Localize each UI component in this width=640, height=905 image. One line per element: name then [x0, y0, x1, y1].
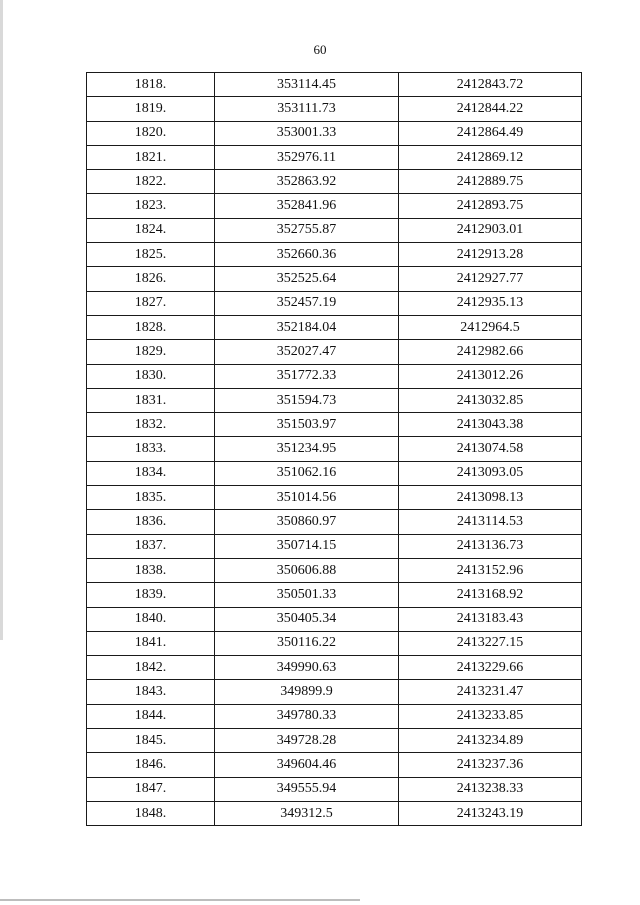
y-coordinate-cell: 2412964.5	[399, 315, 582, 339]
x-coordinate-cell: 349312.5	[215, 801, 399, 825]
point-number-cell: 1842.	[87, 656, 215, 680]
table-row	[87, 753, 582, 777]
point-number-cell: 1845.	[87, 729, 215, 753]
y-coordinate-cell: 2412913.28	[399, 243, 582, 267]
point-number-cell: 1826.	[87, 267, 215, 291]
x-coordinate-cell: 349555.94	[215, 777, 399, 801]
x-coordinate-cell: 352863.92	[215, 170, 399, 194]
point-number-cell: 1825.	[87, 243, 215, 267]
x-coordinate-cell: 351062.16	[215, 461, 399, 485]
x-coordinate-cell: 349780.33	[215, 704, 399, 728]
x-coordinate-cell: 353111.73	[215, 97, 399, 121]
point-number-cell: 1835.	[87, 486, 215, 510]
table-row	[87, 315, 582, 339]
footer-rule	[0, 899, 360, 901]
table-row	[87, 97, 582, 121]
y-coordinate-cell: 2413183.43	[399, 607, 582, 631]
point-number-cell: 1846.	[87, 753, 215, 777]
point-number-cell: 1844.	[87, 704, 215, 728]
x-coordinate-cell: 352976.11	[215, 145, 399, 169]
x-coordinate-cell: 350606.88	[215, 558, 399, 582]
table-row	[87, 121, 582, 145]
y-coordinate-cell: 2413231.47	[399, 680, 582, 704]
point-number-cell: 1827.	[87, 291, 215, 315]
table-row	[87, 583, 582, 607]
table-row	[87, 218, 582, 242]
x-coordinate-cell: 352660.36	[215, 243, 399, 267]
y-coordinate-cell: 2412893.75	[399, 194, 582, 218]
x-coordinate-cell: 351234.95	[215, 437, 399, 461]
point-number-cell: 1824.	[87, 218, 215, 242]
point-number-cell: 1822.	[87, 170, 215, 194]
table-row	[87, 73, 582, 97]
table-row	[87, 437, 582, 461]
y-coordinate-cell: 2412927.77	[399, 267, 582, 291]
y-coordinate-cell: 2413136.73	[399, 534, 582, 558]
y-coordinate-cell: 2413043.38	[399, 413, 582, 437]
y-coordinate-cell: 2413233.85	[399, 704, 582, 728]
coordinates-table	[86, 72, 582, 826]
x-coordinate-cell: 352027.47	[215, 340, 399, 364]
y-coordinate-cell: 2413093.05	[399, 461, 582, 485]
table-row	[87, 145, 582, 169]
table-row	[87, 243, 582, 267]
x-coordinate-cell: 349604.46	[215, 753, 399, 777]
x-coordinate-cell: 350116.22	[215, 631, 399, 655]
point-number-cell: 1832.	[87, 413, 215, 437]
y-coordinate-cell: 2413229.66	[399, 656, 582, 680]
table-row	[87, 558, 582, 582]
y-coordinate-cell: 2413168.92	[399, 583, 582, 607]
y-coordinate-cell: 2412935.13	[399, 291, 582, 315]
point-number-cell: 1840.	[87, 607, 215, 631]
y-coordinate-cell: 2413012.26	[399, 364, 582, 388]
table-row	[87, 340, 582, 364]
table-row	[87, 680, 582, 704]
table-row	[87, 801, 582, 825]
y-coordinate-cell: 2413032.85	[399, 388, 582, 412]
x-coordinate-cell: 350714.15	[215, 534, 399, 558]
y-coordinate-cell: 2412982.66	[399, 340, 582, 364]
point-number-cell: 1836.	[87, 510, 215, 534]
y-coordinate-cell: 2413227.15	[399, 631, 582, 655]
table-row	[87, 194, 582, 218]
point-number-cell: 1823.	[87, 194, 215, 218]
table-row	[87, 534, 582, 558]
point-number-cell: 1847.	[87, 777, 215, 801]
x-coordinate-cell: 353001.33	[215, 121, 399, 145]
y-coordinate-cell: 2412903.01	[399, 218, 582, 242]
point-number-cell: 1829.	[87, 340, 215, 364]
y-coordinate-cell: 2413098.13	[399, 486, 582, 510]
y-coordinate-cell: 2412869.12	[399, 145, 582, 169]
x-coordinate-cell: 351014.56	[215, 486, 399, 510]
table-row	[87, 704, 582, 728]
x-coordinate-cell: 351503.97	[215, 413, 399, 437]
point-number-cell: 1834.	[87, 461, 215, 485]
x-coordinate-cell: 350501.33	[215, 583, 399, 607]
x-coordinate-cell: 353114.45	[215, 73, 399, 97]
table-body	[87, 73, 582, 826]
y-coordinate-cell: 2413152.96	[399, 558, 582, 582]
y-coordinate-cell: 2412844.22	[399, 97, 582, 121]
y-coordinate-cell: 2413074.58	[399, 437, 582, 461]
x-coordinate-cell: 352457.19	[215, 291, 399, 315]
table-row	[87, 777, 582, 801]
table-row	[87, 413, 582, 437]
y-coordinate-cell: 2412843.72	[399, 73, 582, 97]
y-coordinate-cell: 2412889.75	[399, 170, 582, 194]
table-row	[87, 631, 582, 655]
table-row	[87, 656, 582, 680]
x-coordinate-cell: 349728.28	[215, 729, 399, 753]
point-number-cell: 1831.	[87, 388, 215, 412]
table-row	[87, 461, 582, 485]
point-number-cell: 1820.	[87, 121, 215, 145]
x-coordinate-cell: 352184.04	[215, 315, 399, 339]
x-coordinate-cell: 350405.34	[215, 607, 399, 631]
y-coordinate-cell: 2413114.53	[399, 510, 582, 534]
x-coordinate-cell: 349899.9	[215, 680, 399, 704]
table-row	[87, 729, 582, 753]
table-row	[87, 486, 582, 510]
table-row	[87, 170, 582, 194]
y-coordinate-cell: 2413237.36	[399, 753, 582, 777]
page-number: 60	[313, 42, 327, 57]
x-coordinate-cell: 349990.63	[215, 656, 399, 680]
table-row	[87, 510, 582, 534]
y-coordinate-cell: 2413243.19	[399, 801, 582, 825]
y-coordinate-cell: 2412864.49	[399, 121, 582, 145]
table-row	[87, 388, 582, 412]
x-coordinate-cell: 352755.87	[215, 218, 399, 242]
point-number-cell: 1828.	[87, 315, 215, 339]
point-number-cell: 1839.	[87, 583, 215, 607]
point-number-cell: 1841.	[87, 631, 215, 655]
point-number-cell: 1821.	[87, 145, 215, 169]
x-coordinate-cell: 351772.33	[215, 364, 399, 388]
point-number-cell: 1830.	[87, 364, 215, 388]
table-row	[87, 267, 582, 291]
x-coordinate-cell: 352525.64	[215, 267, 399, 291]
y-coordinate-cell: 2413238.33	[399, 777, 582, 801]
point-number-cell: 1837.	[87, 534, 215, 558]
point-number-cell: 1838.	[87, 558, 215, 582]
table-row	[87, 607, 582, 631]
table-row	[87, 364, 582, 388]
x-coordinate-cell: 352841.96	[215, 194, 399, 218]
x-coordinate-cell: 351594.73	[215, 388, 399, 412]
point-number-cell: 1819.	[87, 97, 215, 121]
page-edge-shadow	[0, 0, 3, 640]
point-number-cell: 1818.	[87, 73, 215, 97]
point-number-cell: 1843.	[87, 680, 215, 704]
table-row	[87, 291, 582, 315]
y-coordinate-cell: 2413234.89	[399, 729, 582, 753]
x-coordinate-cell: 350860.97	[215, 510, 399, 534]
point-number-cell: 1833.	[87, 437, 215, 461]
point-number-cell: 1848.	[87, 801, 215, 825]
